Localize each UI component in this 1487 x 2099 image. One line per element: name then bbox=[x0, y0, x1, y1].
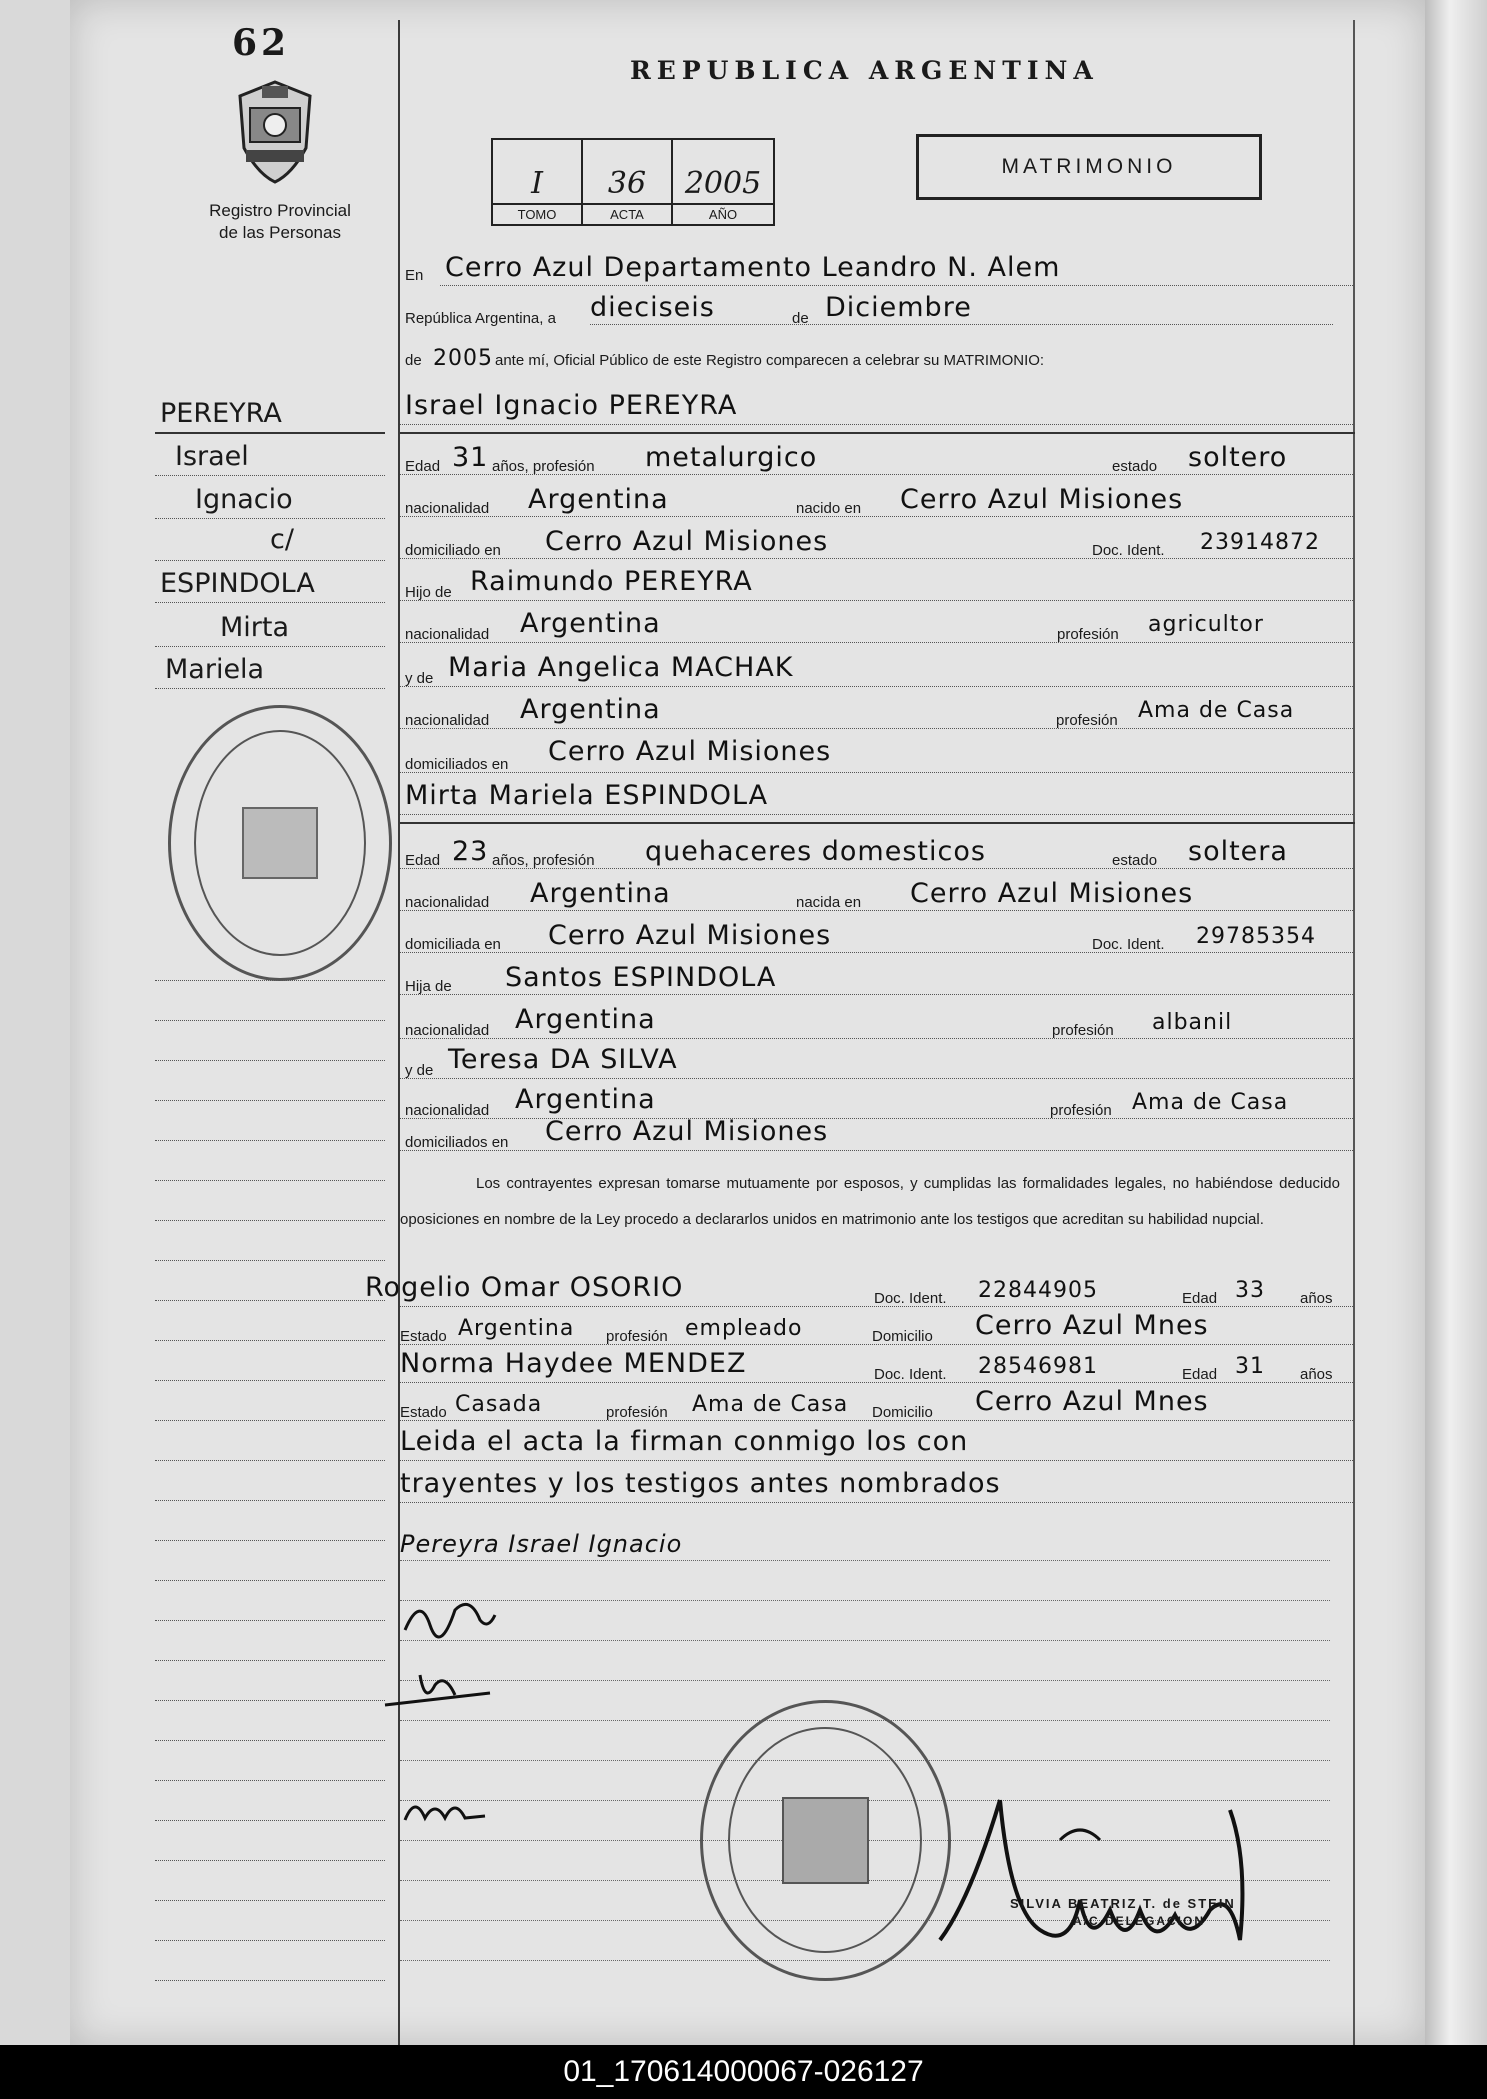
dotted-line bbox=[155, 1500, 385, 1501]
side-apellido1: PEREYRA bbox=[160, 398, 282, 429]
c2-nacida-en: Cerro Azul Misiones bbox=[910, 878, 1194, 909]
t2-profesion: Ama de Casa bbox=[692, 1392, 849, 1417]
en-label: En bbox=[405, 267, 424, 284]
registro-line2: de las Personas bbox=[219, 223, 341, 242]
c1-madre: Maria Angelica MACHAK bbox=[448, 652, 794, 683]
tomo-value: I bbox=[531, 166, 543, 201]
c2-nacionalidad: Argentina bbox=[530, 878, 671, 909]
c2-padres-dom-label: domiciliados en bbox=[405, 1134, 509, 1151]
c2-madre-prof: Ama de Casa bbox=[1132, 1090, 1289, 1115]
ano-label: AÑO bbox=[673, 203, 773, 222]
dotted-line bbox=[155, 1700, 385, 1701]
c1-hijo-label: Hijo de bbox=[405, 584, 452, 601]
dotted-line bbox=[155, 560, 385, 561]
c2-nacida-label: nacida en bbox=[796, 894, 862, 911]
dotted-line bbox=[155, 1660, 385, 1661]
cierre-line1: Leida el acta la firman conmigo los con bbox=[400, 1426, 969, 1457]
dotted-line bbox=[400, 910, 1353, 911]
t2-anos-label: años bbox=[1300, 1366, 1333, 1383]
c2-profesion: quehaceres domesticos bbox=[645, 836, 986, 867]
folio-number: 62 bbox=[232, 22, 291, 64]
side-nombre2a: Mirta bbox=[220, 612, 290, 643]
dotted-line bbox=[400, 1306, 1353, 1307]
t2-dom-label: Domicilio bbox=[872, 1404, 933, 1421]
t2-edad: 31 bbox=[1235, 1354, 1265, 1379]
c1-padre-prof: agricultor bbox=[1148, 612, 1264, 637]
dotted-line bbox=[155, 1780, 385, 1781]
cierre-line2: trayentes y los testigos antes nombrados bbox=[400, 1468, 1001, 1499]
tomo-label: TOMO bbox=[493, 203, 581, 222]
dotted-line bbox=[155, 1100, 385, 1101]
c2-madre-nac-label: nacionalidad bbox=[405, 1102, 490, 1119]
dotted-line bbox=[400, 558, 1353, 559]
page-edge bbox=[1425, 0, 1487, 2045]
dotted-line bbox=[400, 1640, 1330, 1641]
c1-doc-label: Doc. Ident. bbox=[1092, 542, 1165, 559]
signature-testigo1 bbox=[380, 1665, 500, 1720]
c2-madre-nac: Argentina bbox=[515, 1084, 656, 1115]
t2-prof-label: profesión bbox=[606, 1404, 668, 1421]
dotted-line bbox=[155, 1740, 385, 1741]
dotted-line bbox=[155, 1420, 385, 1421]
section-rule bbox=[400, 822, 1355, 824]
c1-madre-nac-label: nacionalidad bbox=[405, 712, 490, 729]
dotted-line bbox=[155, 1020, 385, 1021]
c1-yde-label: y de bbox=[405, 670, 434, 687]
dotted-line bbox=[400, 1420, 1353, 1421]
c2-doc-label: Doc. Ident. bbox=[1092, 936, 1165, 953]
dotted-line bbox=[400, 1382, 1353, 1383]
firma-contrayente: Pereyra Israel Ignacio bbox=[400, 1530, 683, 1558]
dotted-line bbox=[155, 688, 385, 689]
c1-padres-dom-label: domiciliados en bbox=[405, 756, 509, 773]
document-type-box: MATRIMONIO bbox=[916, 134, 1262, 200]
c2-padre-nac-label: nacionalidad bbox=[405, 1022, 490, 1039]
lugar-value: Cerro Azul Departamento Leandro N. Alem bbox=[445, 252, 1061, 283]
dotted-line bbox=[400, 474, 1353, 475]
dotted-line bbox=[400, 1460, 1353, 1461]
acta-label: ACTA bbox=[583, 203, 671, 222]
registro-label bbox=[180, 200, 380, 244]
acta-value: 36 bbox=[607, 166, 647, 201]
c1-estado-label: estado bbox=[1112, 458, 1158, 475]
c1-edad-label: Edad bbox=[405, 458, 441, 475]
dotted-line bbox=[155, 646, 385, 647]
coat-of-arms-icon bbox=[232, 78, 318, 186]
dotted-line bbox=[590, 324, 1333, 325]
c2-padre: Santos ESPINDOLA bbox=[505, 962, 777, 993]
c2-nac-label: nacionalidad bbox=[405, 894, 490, 911]
t1-estado: Argentina bbox=[458, 1316, 575, 1341]
anio-value: 2005 bbox=[433, 346, 493, 371]
t1-dom-label: Domicilio bbox=[872, 1328, 933, 1345]
side-apellido2: ESPINDOLA bbox=[160, 568, 315, 599]
de2-label: de bbox=[405, 352, 422, 369]
c2-padre-prof: albanil bbox=[1152, 1010, 1233, 1035]
dotted-line bbox=[400, 1560, 1330, 1561]
dotted-line bbox=[400, 1502, 1353, 1503]
dotted-line bbox=[400, 600, 1353, 601]
c2-nombre: Mirta Mariela ESPINDOLA bbox=[405, 780, 769, 811]
dotted-line bbox=[440, 285, 1353, 286]
t2-estado: Casada bbox=[455, 1392, 543, 1417]
t1-estado-label: Estado bbox=[400, 1328, 447, 1345]
footer-id: 01_170614000067-026127 bbox=[0, 2045, 1487, 2099]
c2-padres-dom: Cerro Azul Misiones bbox=[545, 1116, 829, 1147]
c2-dom-label: domiciliada en bbox=[405, 936, 501, 953]
ano-value: 2005 bbox=[684, 166, 762, 201]
dotted-line bbox=[400, 1344, 1353, 1345]
dotted-line bbox=[400, 686, 1353, 687]
c1-nombre: Israel Ignacio PEREYRA bbox=[405, 390, 738, 421]
dotted-line bbox=[400, 952, 1353, 953]
republica-label: República Argentina, a bbox=[405, 310, 556, 327]
t2-doc: 28546981 bbox=[978, 1354, 1098, 1379]
dotted-line bbox=[400, 1078, 1353, 1079]
c2-edad-label: Edad bbox=[405, 852, 441, 869]
dotted-line bbox=[155, 1060, 385, 1061]
c1-dom-label: domiciliado en bbox=[405, 542, 501, 559]
official-stamp-bottom bbox=[700, 1700, 951, 1981]
dotted-line bbox=[400, 642, 1353, 643]
c2-hija-label: Hija de bbox=[405, 978, 452, 995]
dia-value: dieciseis bbox=[590, 292, 715, 323]
dotted-line bbox=[400, 1150, 1353, 1151]
dotted-line bbox=[155, 1300, 385, 1301]
c2-doc: 29785354 bbox=[1196, 924, 1316, 949]
dotted-line bbox=[400, 516, 1353, 517]
c1-doc: 23914872 bbox=[1200, 530, 1320, 555]
dotted-line bbox=[155, 1260, 385, 1261]
dotted-line bbox=[155, 518, 385, 519]
dotted-line bbox=[155, 1180, 385, 1181]
dotted-line bbox=[155, 1380, 385, 1381]
dotted-line bbox=[155, 1900, 385, 1901]
dotted-line bbox=[400, 1600, 1330, 1601]
dotted-line bbox=[400, 994, 1353, 995]
dotted-line bbox=[400, 1038, 1353, 1039]
declaracion-text: Los contrayentes expresan tomarse mutuamente por esposos, y cumplidas las formalidades legales, no habiéndose deducido oposiciones en nombre de la Ley procedo a declararlos unidos en matrimonio ante los testigos que acreditan su habilidad nupcial. bbox=[400, 1175, 1340, 1228]
c1-padre-nac: Argentina bbox=[520, 608, 661, 639]
t1-doc: 22844905 bbox=[978, 1278, 1098, 1303]
c2-estado-label: estado bbox=[1112, 852, 1158, 869]
dotted-line bbox=[155, 1460, 385, 1461]
c1-estado: soltero bbox=[1188, 442, 1288, 473]
c1-padre-prof-label: profesión bbox=[1057, 626, 1119, 643]
dotted-line bbox=[400, 1118, 1353, 1119]
dotted-line bbox=[155, 1140, 385, 1141]
c1-padres-dom: Cerro Azul Misiones bbox=[548, 736, 832, 767]
t1-edad-label: Edad bbox=[1182, 1290, 1218, 1307]
c1-profesion: metalurgico bbox=[645, 442, 818, 473]
dotted-line bbox=[155, 1220, 385, 1221]
c2-padre-prof-label: profesión bbox=[1052, 1022, 1114, 1039]
dotted-line bbox=[400, 868, 1353, 869]
official-stamp-left bbox=[168, 705, 392, 981]
c2-madre-prof-label: profesión bbox=[1050, 1102, 1112, 1119]
c1-nac-label: nacionalidad bbox=[405, 500, 490, 517]
c1-edad: 31 bbox=[452, 442, 489, 473]
c2-padre-nac: Argentina bbox=[515, 1004, 656, 1035]
margin-rule bbox=[398, 20, 400, 2045]
dotted-line bbox=[155, 1540, 385, 1541]
right-margin-rule bbox=[1353, 20, 1355, 2045]
t2-edad-label: Edad bbox=[1182, 1366, 1218, 1383]
dotted-line bbox=[155, 1940, 385, 1941]
dotted-line bbox=[400, 728, 1353, 729]
page-title: REPUBLICA ARGENTINA bbox=[630, 56, 1099, 85]
c1-madre-prof-label: profesión bbox=[1056, 712, 1118, 729]
dotted-line bbox=[400, 814, 1353, 815]
side-nombre2b: Mariela bbox=[165, 654, 265, 685]
side-conector: c/ bbox=[270, 524, 294, 555]
c2-anos-label: años, profesión bbox=[492, 852, 595, 869]
de-label: de bbox=[792, 310, 809, 327]
t2-nombre: Norma Haydee MENDEZ bbox=[400, 1348, 747, 1379]
dotted-line bbox=[155, 1820, 385, 1821]
t1-nombre: Rogelio Omar OSORIO bbox=[365, 1272, 684, 1303]
oficial-nombre: SILVIA BEATRIZ T. de STEIN bbox=[1010, 1896, 1236, 1911]
dotted-line bbox=[155, 1620, 385, 1621]
dotted-line bbox=[400, 424, 1353, 425]
c1-anos-label: años, profesión bbox=[492, 458, 595, 475]
tomo-acta-ano-box bbox=[491, 138, 775, 226]
side-nombre1a: Israel bbox=[175, 441, 249, 472]
c2-estado: soltera bbox=[1188, 836, 1288, 867]
t1-doc-label: Doc. Ident. bbox=[874, 1290, 947, 1307]
mes-value: Diciembre bbox=[825, 292, 972, 323]
dotted-line bbox=[155, 475, 385, 476]
t2-domicilio: Cerro Azul Mnes bbox=[975, 1386, 1209, 1417]
c1-nacionalidad: Argentina bbox=[528, 484, 669, 515]
dotted-line bbox=[400, 1680, 1330, 1681]
oficial-cargo: A/C DELEGACION bbox=[1073, 1914, 1206, 1928]
c1-nacido-label: nacido en bbox=[796, 500, 862, 517]
dotted-line bbox=[155, 1580, 385, 1581]
c1-madre-prof: Ama de Casa bbox=[1138, 698, 1295, 723]
registro-line1: Registro Provincial bbox=[209, 201, 351, 220]
t1-prof-label: profesión bbox=[606, 1328, 668, 1345]
comparecen-text: ante mí, Oficial Público de este Registro comparecen a celebrar su MATRIMONIO: bbox=[495, 352, 1045, 369]
dotted-line bbox=[155, 1860, 385, 1861]
t1-edad: 33 bbox=[1235, 1278, 1265, 1303]
t1-profesion: empleado bbox=[685, 1316, 803, 1341]
c2-yde-label: y de bbox=[405, 1062, 434, 1079]
t2-estado-label: Estado bbox=[400, 1404, 447, 1421]
c2-domicilio: Cerro Azul Misiones bbox=[548, 920, 832, 951]
signature-contrayente2 bbox=[400, 1590, 500, 1645]
c1-padre-nac-label: nacionalidad bbox=[405, 626, 490, 643]
t2-doc-label: Doc. Ident. bbox=[874, 1366, 947, 1383]
c1-domicilio: Cerro Azul Misiones bbox=[545, 526, 829, 557]
signature-oficial bbox=[930, 1780, 1330, 1985]
c1-padre: Raimundo PEREYRA bbox=[470, 566, 753, 597]
c2-edad: 23 bbox=[452, 836, 489, 867]
dotted-line bbox=[155, 1340, 385, 1341]
t1-anos-label: años bbox=[1300, 1290, 1333, 1307]
signature-testigo2 bbox=[400, 1790, 490, 1835]
dotted-line bbox=[155, 602, 385, 603]
t1-domicilio: Cerro Azul Mnes bbox=[975, 1310, 1209, 1341]
dotted-line bbox=[155, 1980, 385, 1981]
dotted-line bbox=[400, 772, 1353, 773]
side-nombre1b: Ignacio bbox=[195, 484, 293, 515]
side-underline bbox=[155, 432, 385, 434]
section-rule bbox=[400, 432, 1355, 434]
c1-madre-nac: Argentina bbox=[520, 694, 661, 725]
c1-nacido-en: Cerro Azul Misiones bbox=[900, 484, 1184, 515]
c2-madre: Teresa DA SILVA bbox=[448, 1044, 678, 1075]
